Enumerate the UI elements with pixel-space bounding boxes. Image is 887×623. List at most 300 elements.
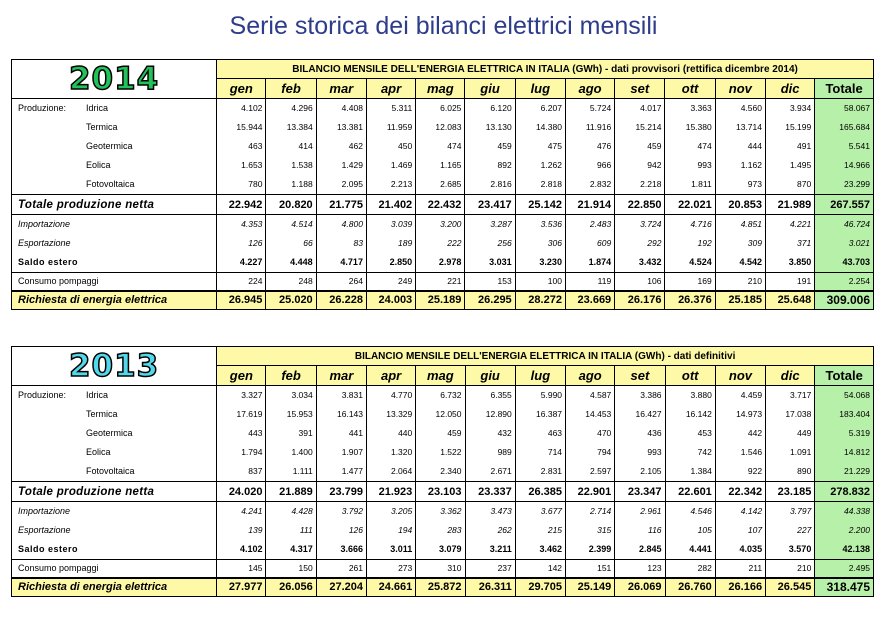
value-cell: 25.020 <box>266 291 316 310</box>
value-cell: 1.907 <box>316 443 366 462</box>
value-cell: 973 <box>715 175 765 195</box>
source-label: Eolica <box>86 160 111 170</box>
month-header-mar: mar <box>316 366 366 386</box>
value-cell: 106 <box>615 273 665 291</box>
value-cell: 3.797 <box>766 502 815 521</box>
month-header-feb: feb <box>266 79 316 99</box>
source-label: Eolica <box>86 447 111 457</box>
value-cell: 4.142 <box>715 502 765 521</box>
value-cell: 16.143 <box>316 405 366 424</box>
value-cell: 3.850 <box>765 253 814 273</box>
value-cell: 139 <box>217 521 266 540</box>
value-cell: 248 <box>266 273 316 291</box>
month-header-nov: nov <box>715 79 765 99</box>
value-cell: 4.514 <box>266 215 316 234</box>
row-label: Richiesta di energia elettrica <box>18 581 168 594</box>
value-cell: 26.376 <box>665 291 715 310</box>
value-cell: 4.524 <box>665 253 715 273</box>
value-cell: 3.880 <box>665 386 715 405</box>
source-label: Fotovoltaica <box>86 179 135 190</box>
value-cell: 4.227 <box>217 253 266 273</box>
total-cell: 183.404 <box>815 405 874 424</box>
value-cell: 25.189 <box>416 291 465 310</box>
value-cell: 1.429 <box>316 156 366 175</box>
value-cell: 444 <box>715 137 765 156</box>
total-cell: 43.703 <box>815 253 874 273</box>
value-cell: 309 <box>715 234 765 253</box>
row-label: Consumo pompaggi <box>18 276 99 287</box>
value-cell: 20.820 <box>266 195 316 215</box>
total-cell: 2.200 <box>815 521 874 540</box>
value-cell: 3.792 <box>316 502 366 521</box>
value-cell: 2.095 <box>316 175 366 195</box>
value-cell: 3.831 <box>316 386 366 405</box>
value-cell: 15.380 <box>665 118 715 137</box>
source-label: Termica <box>86 409 118 419</box>
value-cell: 436 <box>615 424 665 443</box>
value-cell: 3.473 <box>465 502 515 521</box>
value-cell: 449 <box>766 424 815 443</box>
value-cell: 4.542 <box>715 253 765 273</box>
value-cell: 414 <box>266 137 316 156</box>
value-cell: 11.916 <box>565 118 614 137</box>
value-cell: 23.103 <box>416 482 465 502</box>
value-cell: 26.295 <box>465 291 515 310</box>
value-cell: 1.262 <box>515 156 565 175</box>
total-cell: 165.684 <box>815 118 874 137</box>
month-header-mag: mag <box>416 79 465 99</box>
value-cell: 28.272 <box>515 291 565 310</box>
value-cell: 22.432 <box>416 195 465 215</box>
value-cell: 3.570 <box>766 540 815 560</box>
value-cell: 14.453 <box>566 405 615 424</box>
value-cell: 25.149 <box>566 578 615 597</box>
value-cell: 2.064 <box>367 462 416 482</box>
value-cell: 26.056 <box>266 578 316 597</box>
value-cell: 1.811 <box>665 175 715 195</box>
value-cell: 892 <box>465 156 515 175</box>
value-cell: 24.020 <box>217 482 266 502</box>
total-cell: 2.495 <box>815 560 874 578</box>
value-cell: 942 <box>615 156 665 175</box>
total-cell: 2.254 <box>815 273 874 291</box>
total-cell: 14.966 <box>815 156 874 175</box>
value-cell: 714 <box>515 443 565 462</box>
value-cell: 15.214 <box>615 118 665 137</box>
row-label: Importazione <box>18 506 71 517</box>
value-cell: 1.477 <box>316 462 366 482</box>
value-cell: 3.677 <box>515 502 565 521</box>
value-cell: 26.385 <box>515 482 565 502</box>
value-cell: 25.872 <box>416 578 465 597</box>
value-cell: 224 <box>217 273 266 291</box>
month-header-dic: dic <box>766 366 815 386</box>
value-cell: 609 <box>565 234 614 253</box>
value-cell: 13.381 <box>316 118 366 137</box>
value-cell: 3.462 <box>515 540 565 560</box>
value-cell: 3.039 <box>366 215 415 234</box>
value-cell: 3.386 <box>615 386 665 405</box>
value-cell: 145 <box>217 560 266 578</box>
value-cell: 2.399 <box>566 540 615 560</box>
value-cell: 3.717 <box>766 386 815 405</box>
value-cell: 292 <box>615 234 665 253</box>
total-cell: 5.319 <box>815 424 874 443</box>
value-cell: 3.034 <box>266 386 316 405</box>
value-cell: 2.597 <box>566 462 615 482</box>
value-cell: 27.977 <box>217 578 266 597</box>
value-cell: 23.185 <box>766 482 815 502</box>
month-header-mag: mag <box>416 366 465 386</box>
value-cell: 17.619 <box>217 405 266 424</box>
month-header-feb: feb <box>266 366 316 386</box>
value-cell: 4.017 <box>615 99 665 118</box>
value-cell: 83 <box>316 234 366 253</box>
month-header-set: set <box>615 366 665 386</box>
value-cell: 119 <box>565 273 614 291</box>
value-cell: 475 <box>515 137 565 156</box>
source-label: Idrica <box>86 103 109 114</box>
value-cell: 126 <box>316 521 366 540</box>
value-cell: 14.973 <box>715 405 765 424</box>
total-cell: 267.557 <box>815 195 874 215</box>
value-cell: 6.355 <box>465 386 515 405</box>
value-cell: 26.760 <box>665 578 715 597</box>
total-cell: 3.021 <box>815 234 874 253</box>
value-cell: 23.347 <box>615 482 665 502</box>
value-cell: 2.671 <box>465 462 515 482</box>
value-cell: 4.102 <box>217 99 266 118</box>
value-cell: 4.102 <box>217 540 266 560</box>
value-cell: 1.384 <box>665 462 715 482</box>
value-cell: 151 <box>566 560 615 578</box>
total-cell: 54.068 <box>815 386 874 405</box>
value-cell: 23.799 <box>316 482 366 502</box>
value-cell: 23.337 <box>465 482 515 502</box>
row-label: Consumo pompaggi <box>18 563 99 574</box>
value-cell: 3.079 <box>416 540 465 560</box>
value-cell: 5.311 <box>366 99 415 118</box>
value-cell: 13.714 <box>715 118 765 137</box>
value-cell: 453 <box>665 424 715 443</box>
total-cell: 46.724 <box>815 215 874 234</box>
row-geotermica <box>12 424 874 443</box>
row-esportazione <box>12 234 874 253</box>
total-cell: 278.832 <box>815 482 874 502</box>
source-label: Geotermica <box>86 141 133 151</box>
value-cell: 237 <box>465 560 515 578</box>
value-cell: 2.850 <box>366 253 415 273</box>
value-cell: 5.724 <box>565 99 614 118</box>
value-cell: 371 <box>765 234 814 253</box>
value-cell: 440 <box>367 424 416 443</box>
total-cell: 42.138 <box>815 540 874 560</box>
value-cell: 126 <box>217 234 266 253</box>
value-cell: 1.091 <box>766 443 815 462</box>
value-cell: 474 <box>416 137 465 156</box>
row-label: Saldo estero <box>18 257 79 268</box>
value-cell: 2.816 <box>465 175 515 195</box>
value-cell: 1.111 <box>266 462 316 482</box>
value-cell: 116 <box>615 521 665 540</box>
value-cell: 16.427 <box>615 405 665 424</box>
value-cell: 273 <box>367 560 416 578</box>
value-cell: 3.432 <box>615 253 665 273</box>
row-eolica <box>12 443 874 462</box>
value-cell: 26.228 <box>316 291 366 310</box>
value-cell: 4.560 <box>715 99 765 118</box>
value-cell: 2.845 <box>615 540 665 560</box>
month-header-ott: ott <box>665 79 715 99</box>
value-cell: 4.317 <box>266 540 316 560</box>
year-logo: 2013 <box>12 347 217 386</box>
value-cell: 192 <box>665 234 715 253</box>
value-cell: 26.176 <box>615 291 665 310</box>
value-cell: 262 <box>465 521 515 540</box>
row-fotovoltaica <box>12 462 874 482</box>
row-saldo-estero <box>12 540 874 560</box>
value-cell: 1.495 <box>765 156 814 175</box>
value-cell: 20.853 <box>715 195 765 215</box>
value-cell: 3.200 <box>416 215 465 234</box>
value-cell: 100 <box>515 273 565 291</box>
value-cell: 21.989 <box>765 195 814 215</box>
month-header-giu: giu <box>465 79 515 99</box>
value-cell: 1.400 <box>266 443 316 462</box>
value-cell: 1.538 <box>266 156 316 175</box>
value-cell: 25.648 <box>765 291 814 310</box>
value-cell: 966 <box>565 156 614 175</box>
value-cell: 4.408 <box>316 99 366 118</box>
row-consumo-pompaggi <box>12 273 874 291</box>
value-cell: 4.448 <box>266 253 316 273</box>
month-header-ago: ago <box>566 366 615 386</box>
value-cell: 463 <box>515 424 565 443</box>
year-logo: 2014 <box>12 60 217 99</box>
value-cell: 1.469 <box>366 156 415 175</box>
value-cell: 4.035 <box>715 540 765 560</box>
value-cell: 3.230 <box>515 253 565 273</box>
value-cell: 107 <box>715 521 765 540</box>
value-cell: 22.850 <box>615 195 665 215</box>
value-cell: 4.221 <box>765 215 814 234</box>
month-header-nov: nov <box>715 366 765 386</box>
month-header-mar: mar <box>316 79 366 99</box>
value-cell: 21.402 <box>366 195 415 215</box>
value-cell: 993 <box>665 156 715 175</box>
month-header-lug: lug <box>515 366 565 386</box>
value-cell: 169 <box>665 273 715 291</box>
value-cell: 3.287 <box>465 215 515 234</box>
value-cell: 22.901 <box>566 482 615 502</box>
value-cell: 194 <box>367 521 416 540</box>
value-cell: 989 <box>465 443 515 462</box>
value-cell: 2.105 <box>615 462 665 482</box>
row-idrica <box>12 99 874 118</box>
value-cell: 310 <box>416 560 465 578</box>
total-header: Totale <box>815 79 874 99</box>
value-cell: 22.342 <box>715 482 765 502</box>
row-consumo-pompaggi <box>12 560 874 578</box>
row-termica <box>12 118 874 137</box>
value-cell: 14.380 <box>515 118 565 137</box>
value-cell: 1.522 <box>416 443 465 462</box>
source-label: Geotermica <box>86 428 133 438</box>
value-cell: 4.428 <box>266 502 316 521</box>
total-cell: 5.541 <box>815 137 874 156</box>
value-cell: 443 <box>217 424 266 443</box>
value-cell: 12.083 <box>416 118 465 137</box>
value-cell: 2.685 <box>416 175 465 195</box>
value-cell: 12.890 <box>465 405 515 424</box>
total-header: Totale <box>815 366 874 386</box>
value-cell: 3.934 <box>765 99 814 118</box>
row-label: Richiesta di energia elettrica <box>18 294 168 307</box>
value-cell: 261 <box>316 560 366 578</box>
row-label: Totale produzione netta <box>18 198 155 211</box>
value-cell: 23.669 <box>565 291 614 310</box>
value-cell: 6.207 <box>515 99 565 118</box>
value-cell: 12.050 <box>416 405 465 424</box>
value-cell: 210 <box>715 273 765 291</box>
row-termica <box>12 405 874 424</box>
row-importazione <box>12 502 874 521</box>
value-cell: 2.961 <box>615 502 665 521</box>
value-cell: 870 <box>765 175 814 195</box>
value-cell: 4.800 <box>316 215 366 234</box>
value-cell: 993 <box>615 443 665 462</box>
value-cell: 432 <box>465 424 515 443</box>
row-richiesta <box>12 291 874 310</box>
value-cell: 13.384 <box>266 118 316 137</box>
value-cell: 2.832 <box>565 175 614 195</box>
value-cell: 210 <box>766 560 815 578</box>
value-cell: 794 <box>566 443 615 462</box>
value-cell: 1.162 <box>715 156 765 175</box>
value-cell: 742 <box>665 443 715 462</box>
value-cell: 15.953 <box>266 405 316 424</box>
value-cell: 13.329 <box>367 405 416 424</box>
month-header-ott: ott <box>665 366 715 386</box>
value-cell: 26.945 <box>217 291 266 310</box>
value-cell: 2.213 <box>366 175 415 195</box>
total-cell: 318.475 <box>815 578 874 597</box>
value-cell: 2.714 <box>566 502 615 521</box>
value-cell: 3.536 <box>515 215 565 234</box>
value-cell: 15.199 <box>765 118 814 137</box>
row-geotermica <box>12 137 874 156</box>
value-cell: 22.942 <box>217 195 266 215</box>
value-cell: 189 <box>366 234 415 253</box>
value-cell: 3.031 <box>465 253 515 273</box>
value-cell: 3.011 <box>367 540 416 560</box>
total-cell: 44.338 <box>815 502 874 521</box>
row-totale-produzione <box>12 195 874 215</box>
value-cell: 6.120 <box>465 99 515 118</box>
value-cell: 11.959 <box>366 118 415 137</box>
value-cell: 441 <box>316 424 366 443</box>
balance-table-2014 <box>11 59 874 310</box>
value-cell: 1.874 <box>565 253 614 273</box>
value-cell: 780 <box>217 175 266 195</box>
value-cell: 123 <box>615 560 665 578</box>
value-cell: 142 <box>515 560 565 578</box>
value-cell: 1.320 <box>367 443 416 462</box>
row-esportazione <box>12 521 874 540</box>
month-header-ago: ago <box>565 79 614 99</box>
value-cell: 21.889 <box>266 482 316 502</box>
value-cell: 463 <box>217 137 266 156</box>
value-cell: 17.038 <box>766 405 815 424</box>
month-header-set: set <box>615 79 665 99</box>
value-cell: 459 <box>465 137 515 156</box>
total-cell: 21.229 <box>815 462 874 482</box>
value-cell: 4.716 <box>665 215 715 234</box>
total-cell: 58.067 <box>815 99 874 118</box>
value-cell: 221 <box>416 273 465 291</box>
month-header-gen: gen <box>217 366 266 386</box>
value-cell: 26.166 <box>715 578 765 597</box>
value-cell: 23.417 <box>465 195 515 215</box>
value-cell: 4.441 <box>665 540 715 560</box>
value-cell: 27.204 <box>316 578 366 597</box>
row-label: Totale produzione netta <box>18 485 155 498</box>
row-importazione <box>12 215 874 234</box>
row-totale-produzione <box>12 482 874 502</box>
page-title: Serie storica dei bilanci elettrici mensili <box>229 12 658 40</box>
value-cell: 2.218 <box>615 175 665 195</box>
value-cell: 4.851 <box>715 215 765 234</box>
value-cell: 1.188 <box>266 175 316 195</box>
month-header-dic: dic <box>765 79 814 99</box>
value-cell: 21.775 <box>316 195 366 215</box>
table-banner: BILANCIO MENSILE DELL'ENERGIA ELETTRICA IN ITALIA (GWh) - dati provvisori (rettifica dicembre 2014) <box>217 60 874 79</box>
value-cell: 21.914 <box>565 195 614 215</box>
value-cell: 283 <box>416 521 465 540</box>
source-label: Fotovoltaica <box>86 466 135 477</box>
value-cell: 264 <box>316 273 366 291</box>
month-header-gen: gen <box>217 79 266 99</box>
value-cell: 3.362 <box>416 502 465 521</box>
value-cell: 470 <box>566 424 615 443</box>
value-cell: 450 <box>366 137 415 156</box>
produzione-label: Produzione: <box>18 103 67 114</box>
value-cell: 191 <box>765 273 814 291</box>
value-cell: 256 <box>465 234 515 253</box>
value-cell: 215 <box>515 521 565 540</box>
table-banner: BILANCIO MENSILE DELL'ENERGIA ELETTRICA IN ITALIA (GWh) - dati definitivi <box>217 347 874 366</box>
value-cell: 890 <box>766 462 815 482</box>
value-cell: 26.545 <box>766 578 815 597</box>
month-header-apr: apr <box>366 79 415 99</box>
value-cell: 21.923 <box>367 482 416 502</box>
value-cell: 2.818 <box>515 175 565 195</box>
row-saldo-estero <box>12 253 874 273</box>
value-cell: 25.185 <box>715 291 765 310</box>
value-cell: 16.142 <box>665 405 715 424</box>
total-cell: 309.006 <box>815 291 874 310</box>
value-cell: 922 <box>715 462 765 482</box>
value-cell: 2.483 <box>565 215 614 234</box>
value-cell: 474 <box>665 137 715 156</box>
value-cell: 459 <box>615 137 665 156</box>
value-cell: 16.387 <box>515 405 565 424</box>
row-richiesta <box>12 578 874 597</box>
value-cell: 2.340 <box>416 462 465 482</box>
row-label: Esportazione <box>18 525 71 535</box>
value-cell: 1.794 <box>217 443 266 462</box>
value-cell: 25.142 <box>515 195 565 215</box>
